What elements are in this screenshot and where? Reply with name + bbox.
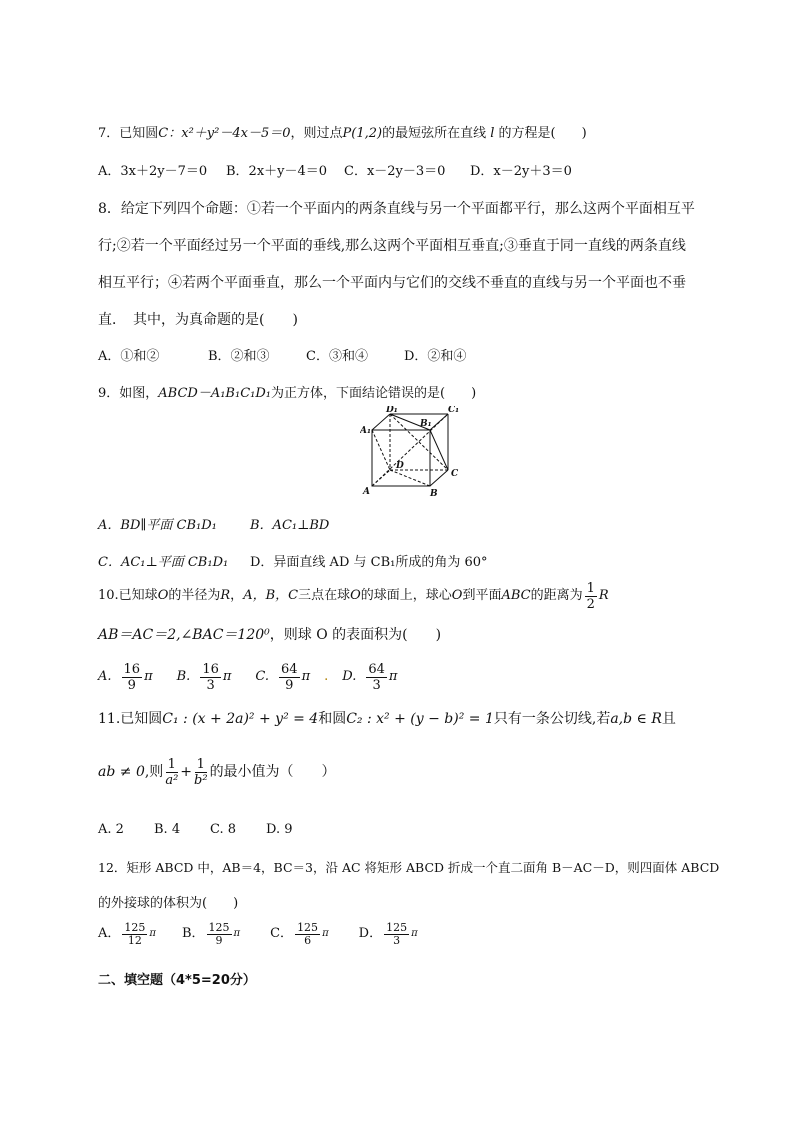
- q10-option-d-frac: $\frac{64}{3}$: [368, 661, 385, 693]
- q8-option-c: C．③和④: [306, 349, 368, 364]
- q11-option-c: C. 8: [210, 822, 237, 837]
- q11-text-a: 11.已知圆: [98, 711, 163, 727]
- q7-text-a: 已知圆: [119, 126, 159, 141]
- q11-circle2: C₂ : x² + (y − b)² = 1: [346, 711, 494, 727]
- q11-frac2: $\frac{1}{\text{b²}}$: [194, 756, 208, 788]
- label-b1: B₁: [420, 419, 432, 429]
- cube-diag-b1c: [430, 430, 448, 470]
- q10-text-e: 的球面上，球心: [360, 588, 452, 603]
- q10-option-a-pi: π: [144, 669, 153, 684]
- q10-r: R: [220, 588, 231, 603]
- q9-text-c: 为正方体，下面结论错误的是( ): [271, 386, 477, 401]
- q7-text-b: ，则过点: [290, 126, 343, 141]
- q11-option-b: B. 4: [154, 822, 181, 837]
- q12-option-a-frac: $\frac{125}{12}$: [124, 920, 146, 947]
- q11-option-a: A. 2: [98, 822, 124, 837]
- label-c1: C₁: [448, 406, 460, 415]
- q12-option-a-letter: A．: [98, 926, 121, 941]
- q9-stem: [98, 385, 476, 403]
- q10-option-d-pi: π: [388, 669, 398, 684]
- label-a1: A₁: [360, 426, 371, 436]
- q9-option-c: C．AC₁⊥平面 CB₁D₁: [98, 555, 229, 570]
- q7-line-l: l: [486, 126, 499, 141]
- cube-edge-bc: [430, 470, 448, 486]
- q12-option-d-frac: $\frac{125}{3}$: [386, 920, 408, 947]
- q11-text-then: ,则: [144, 764, 164, 780]
- q12-option-a-pi: π: [149, 928, 156, 939]
- q7-option-d: D．x－2y＋3＝0: [470, 164, 572, 179]
- q10-fraction: $\frac{1}{2}$: [586, 580, 595, 612]
- q11-text-c: 且: [661, 711, 676, 727]
- q7-option-c: C．x－2y－3＝0: [344, 164, 446, 179]
- q10-text-c: ，: [230, 588, 244, 603]
- q10-option-c-pi: π: [301, 669, 311, 684]
- q7-point: P(1,2): [342, 126, 383, 141]
- q10-condition: AB＝AC＝2,∠BAC＝120⁰: [98, 627, 270, 643]
- q11-text-b: 只有一条公切线,若: [493, 711, 611, 727]
- q9-cube-name: ABCD－A₁B₁C₁D₁: [158, 386, 271, 401]
- q10-dot: .: [324, 669, 329, 684]
- q12-option-b-letter: B．: [181, 926, 205, 941]
- q11-stem: [98, 710, 676, 728]
- q9-option-b: B．AC₁⊥BD: [250, 518, 330, 533]
- q11-ab-nonzero: ab ≠ 0: [98, 764, 145, 780]
- cube-figure: [360, 406, 470, 498]
- q10-text-g: 的距离为: [530, 588, 583, 603]
- q10-text-d: 三点在球: [298, 588, 351, 603]
- q11-circle1: C₁ : (x + 2a)² + y² = 4: [162, 711, 319, 727]
- q10-text-b: 的半径为: [168, 588, 221, 603]
- q12-option-d-letter: D．: [358, 926, 383, 941]
- q10-option-d-letter: D.: [342, 669, 357, 684]
- q10-r2: R: [598, 588, 609, 603]
- q9-option-d: D．异面直线 AD 与 CB₁所成的角为 60°: [250, 555, 488, 570]
- q11-plus: +: [180, 764, 193, 780]
- q10-option-b-pi: π: [222, 669, 232, 684]
- q7-number: 7．: [98, 126, 120, 141]
- q8-option-b: B．②和③: [208, 349, 270, 364]
- q12-line-2: 的外接球的体积为( ): [98, 896, 239, 911]
- q7-option-a: A．3x＋2y－7＝0: [98, 164, 208, 179]
- q9-option-a: A．BD∥平面 CB₁D₁: [98, 518, 217, 533]
- q11-condition: a,b ∈ R: [610, 711, 662, 727]
- q12-option-b-pi: π: [233, 928, 241, 939]
- label-c: C: [451, 469, 459, 479]
- label-a: A: [363, 487, 370, 497]
- section-heading: 二、填空题（4*5=20分）: [98, 973, 256, 988]
- q8-options: [98, 348, 466, 366]
- q12-option-c-frac: $\frac{125}{6}$: [297, 920, 319, 947]
- q10-line2: [98, 626, 441, 644]
- q10-stem: [98, 578, 609, 614]
- q11-text-mid: 和圆: [318, 711, 347, 727]
- q7-text-c: 的最短弦所在直线: [382, 126, 487, 141]
- q10-option-a-letter: A.: [98, 669, 112, 684]
- q11-line2: [98, 752, 336, 792]
- cube-diag-a1d: [372, 430, 390, 470]
- q12-options: [98, 915, 418, 953]
- q9-text-a: 9．如图，: [98, 386, 159, 401]
- q7-circle-equation: C：x²＋y²－4x－5＝0: [158, 126, 291, 141]
- q12-option-d-pi: π: [411, 928, 418, 939]
- q8-line-4: 直． 其中，为真命题的是( ): [98, 312, 298, 328]
- cube-edge-a1d1: [372, 414, 390, 430]
- q10-abc: ABC: [501, 588, 531, 603]
- q11-text-min: 的最小值为（ ）: [209, 764, 336, 780]
- q7-stem: [98, 125, 587, 143]
- q8-line-1: 8．给定下列四个命题：①若一个平面内的两条直线与另一个平面都平行，那么这两个平面相互平: [98, 201, 695, 217]
- q8-line-2: 行;②若一个平面经过另一个平面的垂线,那么这两个平面相互垂直;③垂直于同一直线的两条直线: [98, 238, 686, 254]
- q10-options: [98, 658, 397, 696]
- q7-options: [98, 163, 572, 181]
- q10-option-c-letter: C.: [255, 669, 270, 684]
- q8-option-a: A．①和②: [98, 349, 160, 364]
- q10-option-a-frac: $\frac{16}{9}$: [123, 661, 141, 693]
- q8-line-3: 相互平行；④若两个平面垂直，那么一个平面内与它们的交线不垂直的直线与另一个平面也不垂: [98, 275, 686, 291]
- q9-options-row2: [98, 554, 488, 572]
- label-d: D: [396, 461, 404, 471]
- q10-question: ，则球 O 的表面积为( ): [269, 627, 442, 643]
- cube-diag-db: [390, 470, 430, 486]
- q10-option-b-frac: $\frac{16}{3}$: [202, 661, 219, 693]
- q10-points: A，B，C: [243, 588, 299, 603]
- q12-line-1: 12．矩形 ABCD 中，AB＝4，BC＝3，沿 AC 将矩形 ABCD 折成一个直二面角 B－AC－D，则四面体 ABCD: [98, 860, 720, 875]
- q11-frac1: $\frac{1}{\text{a²}}$: [165, 756, 179, 788]
- q12-option-c-pi: π: [322, 928, 329, 939]
- label-d1: D₁: [386, 406, 398, 415]
- q7-text-d: 的方程是( ): [498, 126, 587, 141]
- q10-o2: O: [350, 588, 361, 603]
- q12-option-b-frac: $\frac{125}{9}$: [208, 920, 230, 947]
- q9-options-row1: [98, 517, 329, 535]
- q10-option-b-letter: B.: [176, 669, 191, 684]
- q10-text-f: 到平面: [462, 588, 502, 603]
- q10-o: O: [157, 588, 169, 603]
- q7-option-b: B．2x＋y－4＝0: [226, 164, 328, 179]
- q10-o3: O: [451, 588, 463, 603]
- label-b: B: [430, 489, 438, 498]
- q8-option-d: D．②和④: [404, 349, 467, 364]
- q12-option-c-letter: C．: [270, 926, 294, 941]
- q11-option-d: D. 9: [266, 822, 293, 837]
- q10-text-a: 10.已知球: [98, 588, 158, 603]
- q10-option-c-frac: $\frac{64}{9}$: [281, 661, 298, 693]
- q11-options: [98, 821, 293, 839]
